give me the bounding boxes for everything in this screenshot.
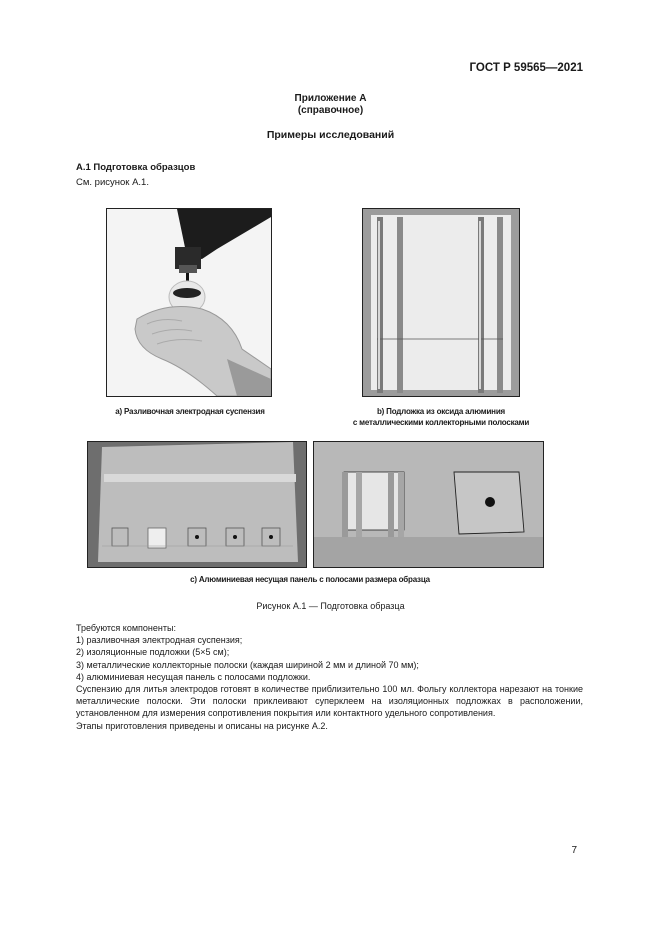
annex-note: (справочное) <box>297 105 364 116</box>
photo-slurry-pouring <box>106 208 272 397</box>
caption-b <box>330 406 552 428</box>
paragraph-steps: Этапы приготовления приведены и описаны на рисунке А.2. <box>76 720 328 731</box>
page-number: 7 <box>571 845 577 856</box>
component-item: 1) разливочная электродная суспензия; <box>76 635 243 646</box>
component-item: 4) алюминиевая несущая панель с полосами подложки. <box>76 671 311 682</box>
photo-aluminum-panel <box>87 441 307 568</box>
photo-alumina-substrate <box>362 208 520 397</box>
paragraph-preparation: Суспензию для литья электродов готовят в количестве приблизительно 100 мл. Фольгу коллектора нарезают на тонкие металлические полоски. Эти полоски приклеивают суперклеем на изоляционных подложках в расположении, установленном для измерения сопротивления покрытия или контактного удельного сопротивления. <box>76 684 583 719</box>
figure-title: Рисунок А.1 — Подготовка образца <box>256 601 405 611</box>
standard-number: ГОСТ Р 59565—2021 <box>469 62 583 74</box>
photo-panel-closeup <box>313 441 544 568</box>
body-text <box>76 622 583 732</box>
components-intro: Требуются компоненты: <box>76 623 176 633</box>
section-title: Примеры исследований <box>266 129 395 141</box>
caption-a: а) Разливочная электродная суспензия <box>115 407 265 416</box>
caption-b-line2: с металлическими коллекторными полосками <box>352 418 530 427</box>
subsection-heading: A.1 Подготовка образцов <box>76 162 196 173</box>
annex-title: Приложение А <box>294 93 367 104</box>
component-item: 3) металлические коллекторные полоски (каждая шириной 2 мм и длиной 70 мм); <box>76 659 419 670</box>
annex-heading <box>0 93 661 117</box>
figure-reference: См. рисунок A.1. <box>76 177 149 188</box>
caption-b-line1: b) Подложка из оксида алюминия <box>376 407 506 416</box>
caption-c: с) Алюминиевая несущая панель с полосами размера образца <box>190 575 430 584</box>
component-item: 2) изоляционные подложки (5×5 см); <box>76 647 230 658</box>
